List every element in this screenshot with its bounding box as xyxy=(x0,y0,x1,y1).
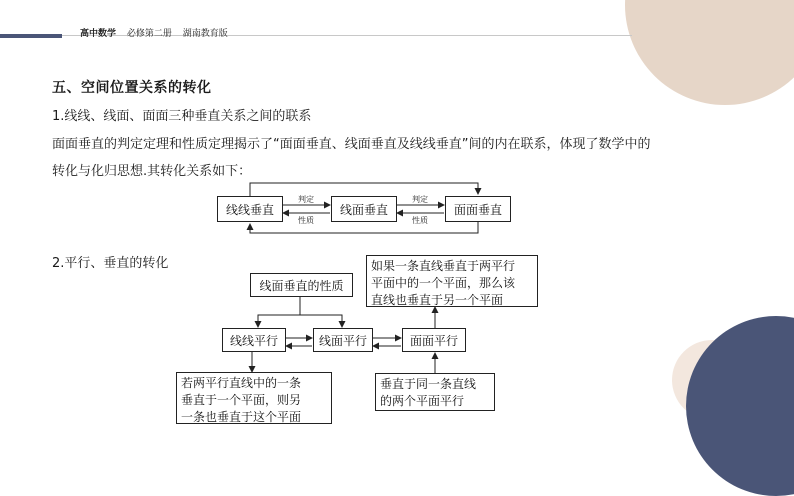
box-line-plane-perpendicular: 线面垂直 xyxy=(331,196,397,222)
arrow-d1-top-loop xyxy=(250,183,478,196)
theorem-line: 垂直于同一条直线 xyxy=(380,377,477,391)
label-prop-2: 性质 xyxy=(412,216,428,225)
subheading-1: 1.线线、线面、面面三种垂直关系之间的联系 xyxy=(52,109,312,124)
label-judge-2: 判定 xyxy=(412,195,428,204)
arrow-prop-to-lp xyxy=(300,315,342,327)
box-line-plane-parallel: 线面平行 xyxy=(313,328,373,352)
theorem-line: 垂直于一个平面，则另 xyxy=(181,393,302,407)
subheading-2: 2.平行、垂直的转化 xyxy=(52,256,169,271)
box-plane-plane-parallel: 面面平行 xyxy=(402,328,466,352)
theorem-line: 如果一条直线垂直于两平行 xyxy=(371,259,516,273)
theorem-line: 若两平行直线中的一条 xyxy=(181,376,302,390)
box-theorem-planes-perp-same-line xyxy=(375,373,495,411)
theorem-line: 的两个平面平行 xyxy=(380,394,465,408)
theorem-line: 一条也垂直于这个平面 xyxy=(181,410,302,424)
paragraph-line-2: 转化与化归思想.其转化关系如下： xyxy=(52,164,252,179)
box-line-line-perpendicular: 线线垂直 xyxy=(217,196,283,222)
arrow-prop-to-ll xyxy=(258,297,300,327)
arrow-d1-bottom-loop xyxy=(250,222,478,233)
header-book: 高中数学 xyxy=(80,29,117,39)
header-volume: 必修第二册 xyxy=(126,29,172,39)
section-title: 五、空间位置关系的转化 xyxy=(52,80,212,96)
theorem-line: 直线也垂直于另一个平面 xyxy=(371,293,504,307)
header-publisher: 湖南教育版 xyxy=(182,29,228,39)
box-plane-plane-perpendicular: 面面垂直 xyxy=(445,196,511,222)
label-prop-1: 性质 xyxy=(298,216,314,225)
box-line-line-parallel: 线线平行 xyxy=(222,328,286,352)
paragraph-line-1: 面面垂直的判定定理和性质定理揭示了“面面垂直、线面垂直及线线垂直”间的内在联系，体现了数学中的 xyxy=(52,137,651,152)
box-line-plane-perp-property: 线面垂直的性质 xyxy=(250,273,353,297)
label-judge-1: 判定 xyxy=(298,195,314,204)
box-theorem-parallel-lines-perp xyxy=(176,372,332,424)
theorem-line: 平面中的一个平面，那么该 xyxy=(371,276,516,290)
box-theorem-perp-parallel-planes xyxy=(366,255,538,307)
